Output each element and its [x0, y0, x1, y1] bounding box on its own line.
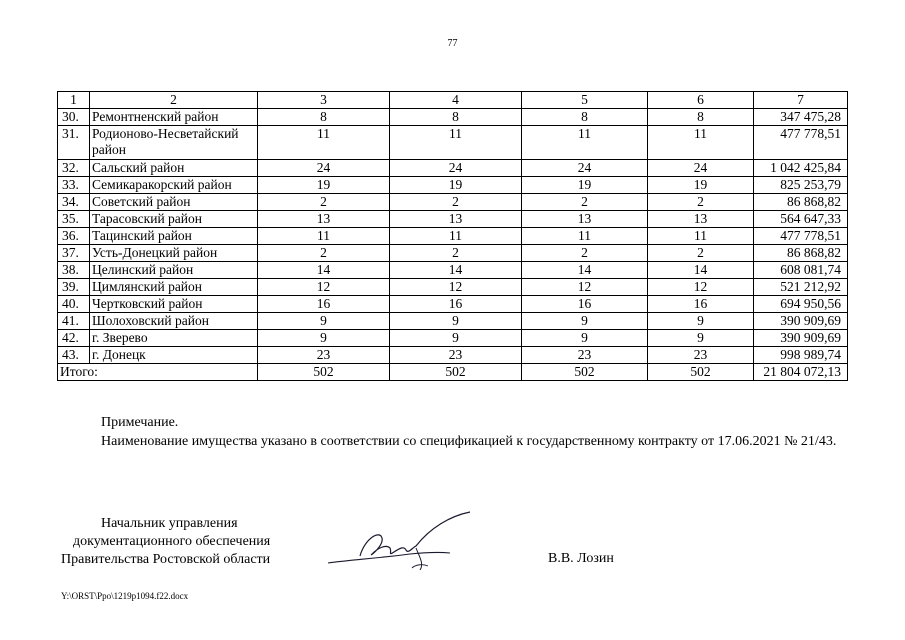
- table-body: [58, 92, 848, 381]
- count-col6-cell: 24: [648, 160, 754, 177]
- table-row: [58, 262, 848, 279]
- page-number: 77: [447, 38, 458, 49]
- count-col5-cell: 9: [522, 313, 648, 330]
- table-row: [58, 228, 848, 245]
- amount-cell: 694 950,56: [754, 296, 848, 313]
- amount-cell: 477 778,51: [754, 126, 848, 160]
- table-row: [58, 126, 848, 160]
- table-row: [58, 109, 848, 126]
- signer-position-line1: Начальник управления: [101, 516, 238, 531]
- count-col5-cell: 9: [522, 330, 648, 347]
- amount-cell: 1 042 425,84: [754, 160, 848, 177]
- count-col6-cell: 2: [648, 245, 754, 262]
- table-row: [58, 211, 848, 228]
- row-number-cell: 40.: [58, 296, 90, 313]
- table-row: [58, 194, 848, 211]
- amount-cell: 825 253,79: [754, 177, 848, 194]
- count-col5-cell: 14: [522, 262, 648, 279]
- note-section: [61, 413, 841, 451]
- count-col3-cell: 12: [258, 279, 390, 296]
- total-count-cell: 502: [648, 364, 754, 381]
- count-col4-cell: 2: [390, 194, 522, 211]
- header-cell: 6: [648, 92, 754, 109]
- amount-cell: 347 475,28: [754, 109, 848, 126]
- header-cell: 7: [754, 92, 848, 109]
- row-number-cell: 42.: [58, 330, 90, 347]
- row-number-cell: 39.: [58, 279, 90, 296]
- count-col6-cell: 11: [648, 228, 754, 245]
- table-row: [58, 330, 848, 347]
- count-col3-cell: 16: [258, 296, 390, 313]
- count-col4-cell: 8: [390, 109, 522, 126]
- count-col3-cell: 13: [258, 211, 390, 228]
- count-col4-cell: 24: [390, 160, 522, 177]
- count-col3-cell: 23: [258, 347, 390, 364]
- district-name-cell: Семикаракорский район: [90, 177, 258, 194]
- district-name-cell: Шолоховский район: [90, 313, 258, 330]
- count-col3-cell: 14: [258, 262, 390, 279]
- row-number-cell: 43.: [58, 347, 90, 364]
- amount-cell: 86 868,82: [754, 194, 848, 211]
- count-col6-cell: 14: [648, 262, 754, 279]
- district-name-cell: Тарасовский район: [90, 211, 258, 228]
- count-col3-cell: 8: [258, 109, 390, 126]
- total-label-cell: Итого:: [58, 364, 258, 381]
- note-title: Примечание.: [101, 415, 179, 430]
- count-col5-cell: 13: [522, 211, 648, 228]
- amount-cell: 608 081,74: [754, 262, 848, 279]
- row-number-cell: 34.: [58, 194, 90, 211]
- header-cell: 1: [58, 92, 90, 109]
- district-name-cell: Ремонтненский район: [90, 109, 258, 126]
- row-number-cell: 38.: [58, 262, 90, 279]
- row-number-cell: 33.: [58, 177, 90, 194]
- count-col5-cell: 11: [522, 126, 648, 160]
- count-col4-cell: 19: [390, 177, 522, 194]
- count-col5-cell: 2: [522, 245, 648, 262]
- amount-cell: 564 647,33: [754, 211, 848, 228]
- table-row: [58, 177, 848, 194]
- count-col3-cell: 2: [258, 194, 390, 211]
- count-col4-cell: 16: [390, 296, 522, 313]
- count-col3-cell: 9: [258, 313, 390, 330]
- row-number-cell: 35.: [58, 211, 90, 228]
- total-count-cell: 502: [390, 364, 522, 381]
- count-col4-cell: 14: [390, 262, 522, 279]
- count-col6-cell: 2: [648, 194, 754, 211]
- count-col4-cell: 12: [390, 279, 522, 296]
- signer-position-line3: Правительства Ростовской области: [61, 552, 271, 567]
- file-path: Y:\ORST\Ppo\1219p1094.f22.docx: [61, 591, 189, 601]
- count-col4-cell: 11: [390, 126, 522, 160]
- amount-cell: 521 212,92: [754, 279, 848, 296]
- count-col3-cell: 2: [258, 245, 390, 262]
- count-col4-cell: 9: [390, 330, 522, 347]
- table-row: [58, 296, 848, 313]
- count-col5-cell: 12: [522, 279, 648, 296]
- count-col6-cell: 16: [648, 296, 754, 313]
- count-col3-cell: 24: [258, 160, 390, 177]
- district-name-cell: Советский район: [90, 194, 258, 211]
- header-cell: 4: [390, 92, 522, 109]
- signer-name: В.В. Лозин: [548, 551, 614, 566]
- count-col4-cell: 2: [390, 245, 522, 262]
- amount-cell: 390 909,69: [754, 330, 848, 347]
- district-name-cell: Родионово-Несветайский район: [90, 126, 258, 160]
- district-name-cell: Усть-Донецкий район: [90, 245, 258, 262]
- amount-cell: 477 778,51: [754, 228, 848, 245]
- count-col4-cell: 23: [390, 347, 522, 364]
- count-col6-cell: 9: [648, 313, 754, 330]
- count-col4-cell: 13: [390, 211, 522, 228]
- total-count-cell: 502: [522, 364, 648, 381]
- district-name-cell: Сальский район: [90, 160, 258, 177]
- allocation-table: [57, 91, 848, 381]
- amount-cell: 390 909,69: [754, 313, 848, 330]
- count-col6-cell: 8: [648, 109, 754, 126]
- row-number-cell: 31.: [58, 126, 90, 160]
- count-col5-cell: 24: [522, 160, 648, 177]
- signer-position-line2: документационного обеспечения: [73, 534, 271, 549]
- table-row: [58, 245, 848, 262]
- table-row: [58, 347, 848, 364]
- header-cell: 5: [522, 92, 648, 109]
- count-col6-cell: 9: [648, 330, 754, 347]
- count-col6-cell: 12: [648, 279, 754, 296]
- count-col6-cell: 13: [648, 211, 754, 228]
- count-col6-cell: 19: [648, 177, 754, 194]
- district-name-cell: г. Зверево: [90, 330, 258, 347]
- count-col5-cell: 23: [522, 347, 648, 364]
- amount-cell: 998 989,74: [754, 347, 848, 364]
- count-col3-cell: 11: [258, 126, 390, 160]
- signature-block: [61, 515, 270, 569]
- table-row: [58, 313, 848, 330]
- row-number-cell: 41.: [58, 313, 90, 330]
- row-number-cell: 30.: [58, 109, 90, 126]
- count-col5-cell: 8: [522, 109, 648, 126]
- count-col5-cell: 2: [522, 194, 648, 211]
- note-text: Наименование имущества указано в соответствии со спецификацией к государственному контракту от 17.06.2021 № 21/43.: [101, 434, 837, 449]
- total-amount-cell: 21 804 072,13: [754, 364, 848, 381]
- count-col4-cell: 9: [390, 313, 522, 330]
- handwritten-signature: [320, 508, 480, 578]
- count-col4-cell: 11: [390, 228, 522, 245]
- count-col3-cell: 19: [258, 177, 390, 194]
- district-name-cell: Тацинский район: [90, 228, 258, 245]
- row-number-cell: 37.: [58, 245, 90, 262]
- district-name-cell: Цимлянский район: [90, 279, 258, 296]
- count-col6-cell: 11: [648, 126, 754, 160]
- district-name-cell: г. Донецк: [90, 347, 258, 364]
- count-col5-cell: 11: [522, 228, 648, 245]
- amount-cell: 86 868,82: [754, 245, 848, 262]
- row-number-cell: 36.: [58, 228, 90, 245]
- count-col5-cell: 16: [522, 296, 648, 313]
- count-col6-cell: 23: [648, 347, 754, 364]
- table-header-row: [58, 92, 848, 109]
- count-col3-cell: 9: [258, 330, 390, 347]
- district-name-cell: Целинский район: [90, 262, 258, 279]
- header-cell: 3: [258, 92, 390, 109]
- district-name-cell: Чертковский район: [90, 296, 258, 313]
- table-row: [58, 279, 848, 296]
- count-col3-cell: 11: [258, 228, 390, 245]
- row-number-cell: 32.: [58, 160, 90, 177]
- table-total-row: [58, 364, 848, 381]
- total-count-cell: 502: [258, 364, 390, 381]
- header-cell: 2: [90, 92, 258, 109]
- count-col5-cell: 19: [522, 177, 648, 194]
- table-row: [58, 160, 848, 177]
